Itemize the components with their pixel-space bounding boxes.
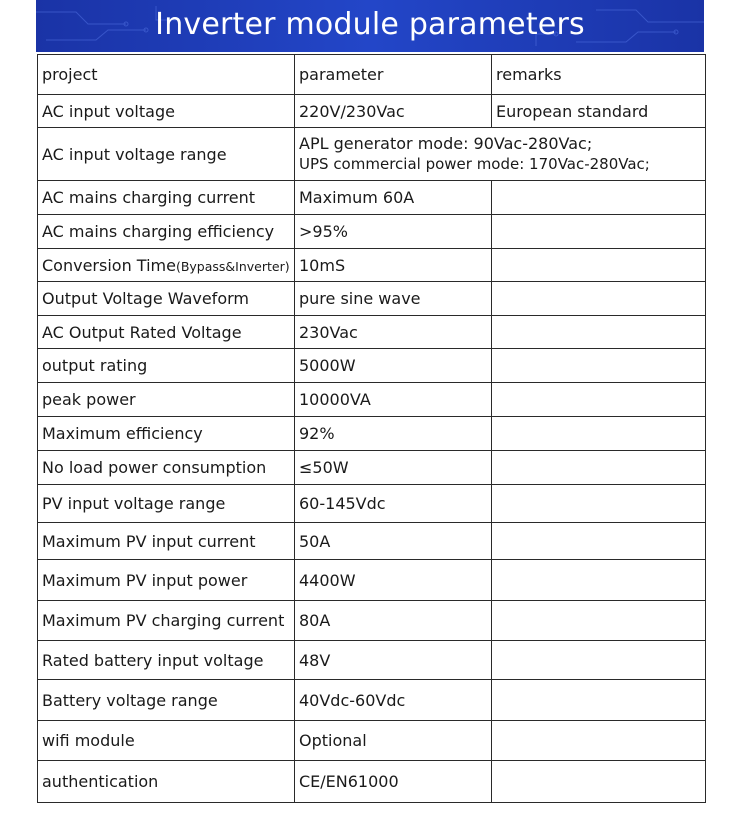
header-project: project [38, 55, 295, 95]
row-label: AC mains charging current [38, 181, 295, 215]
row-label: Maximum PV input power [38, 560, 295, 601]
row-remark [492, 215, 706, 249]
header-remarks: remarks [492, 55, 706, 95]
row-remark [492, 181, 706, 215]
table-row [38, 316, 706, 349]
row-label: PV input voltage range [38, 485, 295, 523]
header-parameter: parameter [295, 55, 492, 95]
page-title: Inverter module parameters [155, 7, 585, 42]
row-value: 92% [295, 417, 492, 451]
row-label: Output Voltage Waveform [38, 282, 295, 316]
row-remark [492, 761, 706, 803]
row-value: 50A [295, 523, 492, 560]
row-label: AC mains charging efficiency [38, 215, 295, 249]
row-value: CE/EN61000 [295, 761, 492, 803]
row-remark [492, 721, 706, 761]
row-remark [492, 451, 706, 485]
row-label: Maximum PV input current [38, 523, 295, 560]
row-value: 220V/230Vac [295, 95, 492, 128]
table-row [38, 282, 706, 316]
row-value: Maximum 60A [295, 181, 492, 215]
table-row [38, 95, 706, 128]
table-row [38, 215, 706, 249]
row-value: 48V [295, 641, 492, 680]
parameters-table [37, 54, 706, 803]
table-row [38, 417, 706, 451]
row-label: authentication [38, 761, 295, 803]
row-remark [492, 282, 706, 316]
table-row [38, 560, 706, 601]
row-label: AC input voltage range [38, 128, 295, 181]
row-remark [492, 383, 706, 417]
row-value: 5000W [295, 349, 492, 383]
table-row [38, 761, 706, 803]
row-label: Maximum efficiency [38, 417, 295, 451]
row-remark [492, 641, 706, 680]
row-value: 40Vdc-60Vdc [295, 680, 492, 721]
row-label-suffix: (Bypass&Inverter) [175, 258, 290, 274]
row-remark [492, 316, 706, 349]
row-remark [492, 249, 706, 282]
table-row [38, 181, 706, 215]
row-value-line2: UPS commercial power mode: 170Vac-280Vac; [299, 155, 650, 173]
row-value: Optional [295, 721, 492, 761]
row-value: 10mS [295, 249, 492, 282]
row-remark [492, 417, 706, 451]
row-value: pure sine wave [295, 282, 492, 316]
table-header-row [38, 55, 706, 95]
row-remark [492, 485, 706, 523]
row-remark [492, 560, 706, 601]
table-row [38, 485, 706, 523]
table-row [38, 249, 706, 282]
row-label: peak power [38, 383, 295, 417]
row-value: 80A [295, 601, 492, 641]
row-remark [492, 680, 706, 721]
row-label: Battery voltage range [38, 680, 295, 721]
row-label: Maximum PV charging current [38, 601, 295, 641]
row-label [38, 249, 295, 282]
table-row [38, 349, 706, 383]
row-remark [492, 523, 706, 560]
row-label: No load power consumption [38, 451, 295, 485]
row-value: 60-145Vdc [295, 485, 492, 523]
row-label-main: Conversion Time [42, 255, 176, 275]
row-label: AC Output Rated Voltage [38, 316, 295, 349]
row-value: 4400W [295, 560, 492, 601]
row-remark [492, 349, 706, 383]
table-row [38, 523, 706, 560]
table-row [38, 601, 706, 641]
row-value: 10000VA [295, 383, 492, 417]
row-label: Rated battery input voltage [38, 641, 295, 680]
table-row [38, 383, 706, 417]
row-remark [492, 601, 706, 641]
table-row [38, 680, 706, 721]
row-remark: European standard [492, 95, 706, 128]
table-row [38, 451, 706, 485]
row-value-line1: APL generator mode: 90Vac-280Vac; [299, 134, 593, 153]
row-value: >95% [295, 215, 492, 249]
row-value: 230Vac [295, 316, 492, 349]
row-label: AC input voltage [38, 95, 295, 128]
row-label: output rating [38, 349, 295, 383]
row-value: ≤50W [295, 451, 492, 485]
table-row [38, 128, 706, 181]
table-row [38, 721, 706, 761]
title-banner [36, 0, 704, 52]
table-row [38, 641, 706, 680]
row-value [295, 128, 706, 181]
row-label: wifi module [38, 721, 295, 761]
